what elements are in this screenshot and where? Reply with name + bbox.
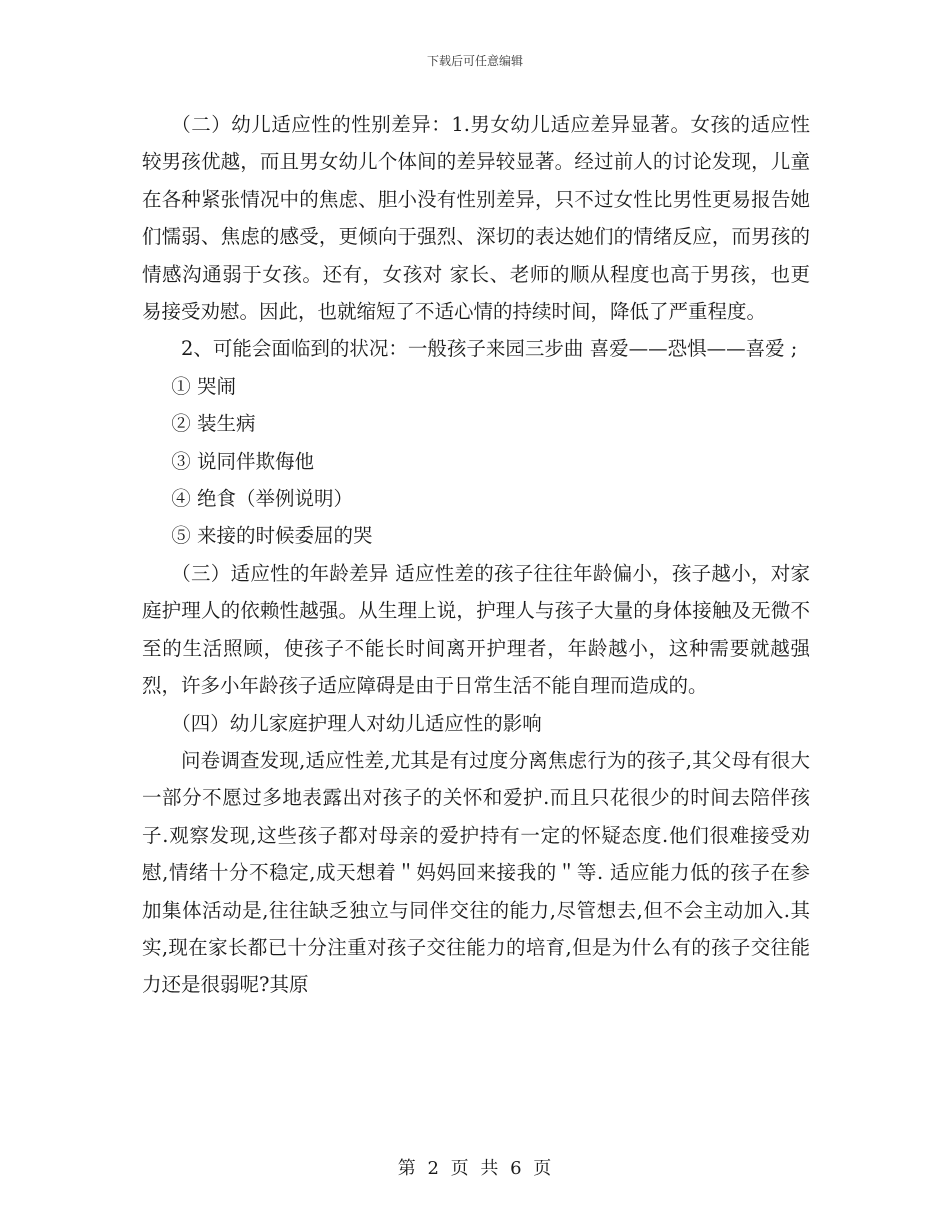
section-heading-caregiver-influence: （四）幼儿家庭护理人对幼儿适应性的影响 (171, 711, 542, 735)
list-item: ③ 说同伴欺侮他 (171, 449, 314, 473)
paragraph-survey-findings: 问卷调查发现,适应性差,尤其是有过度分离焦虑行为的孩子,其父母有很大一部分不愿过多地表露出对孩子的关怀和爱护.而且只花很少的时间去陪伴孩子.观察发现,这些孩子都对母亲的爱护持有一定的怀疑态度.他们很难接受劝慰,情绪十分不稳定,成天想着＂妈妈回来接我的＂等. 适应能力低的孩子在参加集体活动是,往往缺乏独立与同伴交往的能力,尽管想去,但不会主动加入.其实,现在家长都已十分注重对孩子交往能力的培育,但是为什么有的孩子交往能力还是很弱呢?其原 (142, 748, 810, 997)
page-header: 下载后可任意编辑 (426, 54, 523, 68)
list-item: ⑤ 来接的时候委屈的哭 (171, 524, 373, 548)
paragraph-gender-difference: （二）幼儿适应性的性别差异：1.男女幼儿适应差异显著。女孩的适应性较男孩优越，而且男女幼儿个体间的差异较显著。经过前人的讨论发现，儿童在各种紧张情况中的焦虑、胆小没有性别差异，只不过女性比男性更易报告她们懦弱、焦虑的感受，更倾向于强烈、深切的表达她们的情绪反应，而男孩的情感沟通弱于女孩。还有，女孩对 家长、老师的顺从程度也高于男孩，也更易接受劝慰。因此，也就缩短了不适心情的持续时间，降低了严重程度。 (142, 113, 810, 324)
list-item: ② 装生病 (171, 412, 256, 436)
page-number: 第 2 页 共 6 页 (397, 1158, 553, 1179)
paragraph-age-difference: （三）适应性的年龄差异 适应性差的孩子往往年龄偏小，孩子越小，对家庭护理人的依赖性越强。从生理上说，护理人与孩子大量的身体接触及无微不至的生活照顾，使孩子不能长时间离开护理者，年龄越小，这种需要就越强烈，许多小年龄孩子适应障碍是由于日常生活不能自理而造成的。 (142, 561, 810, 698)
paragraph-possible-situations: 2、可能会面临到的状况：一般孩子来园三步曲 喜爱——恐惧——喜爱 ; (181, 337, 798, 361)
document-body (142, 106, 810, 1004)
list-item: ④ 绝食（举例说明） (171, 487, 353, 511)
list-item: ① 哭闹 (171, 374, 236, 398)
